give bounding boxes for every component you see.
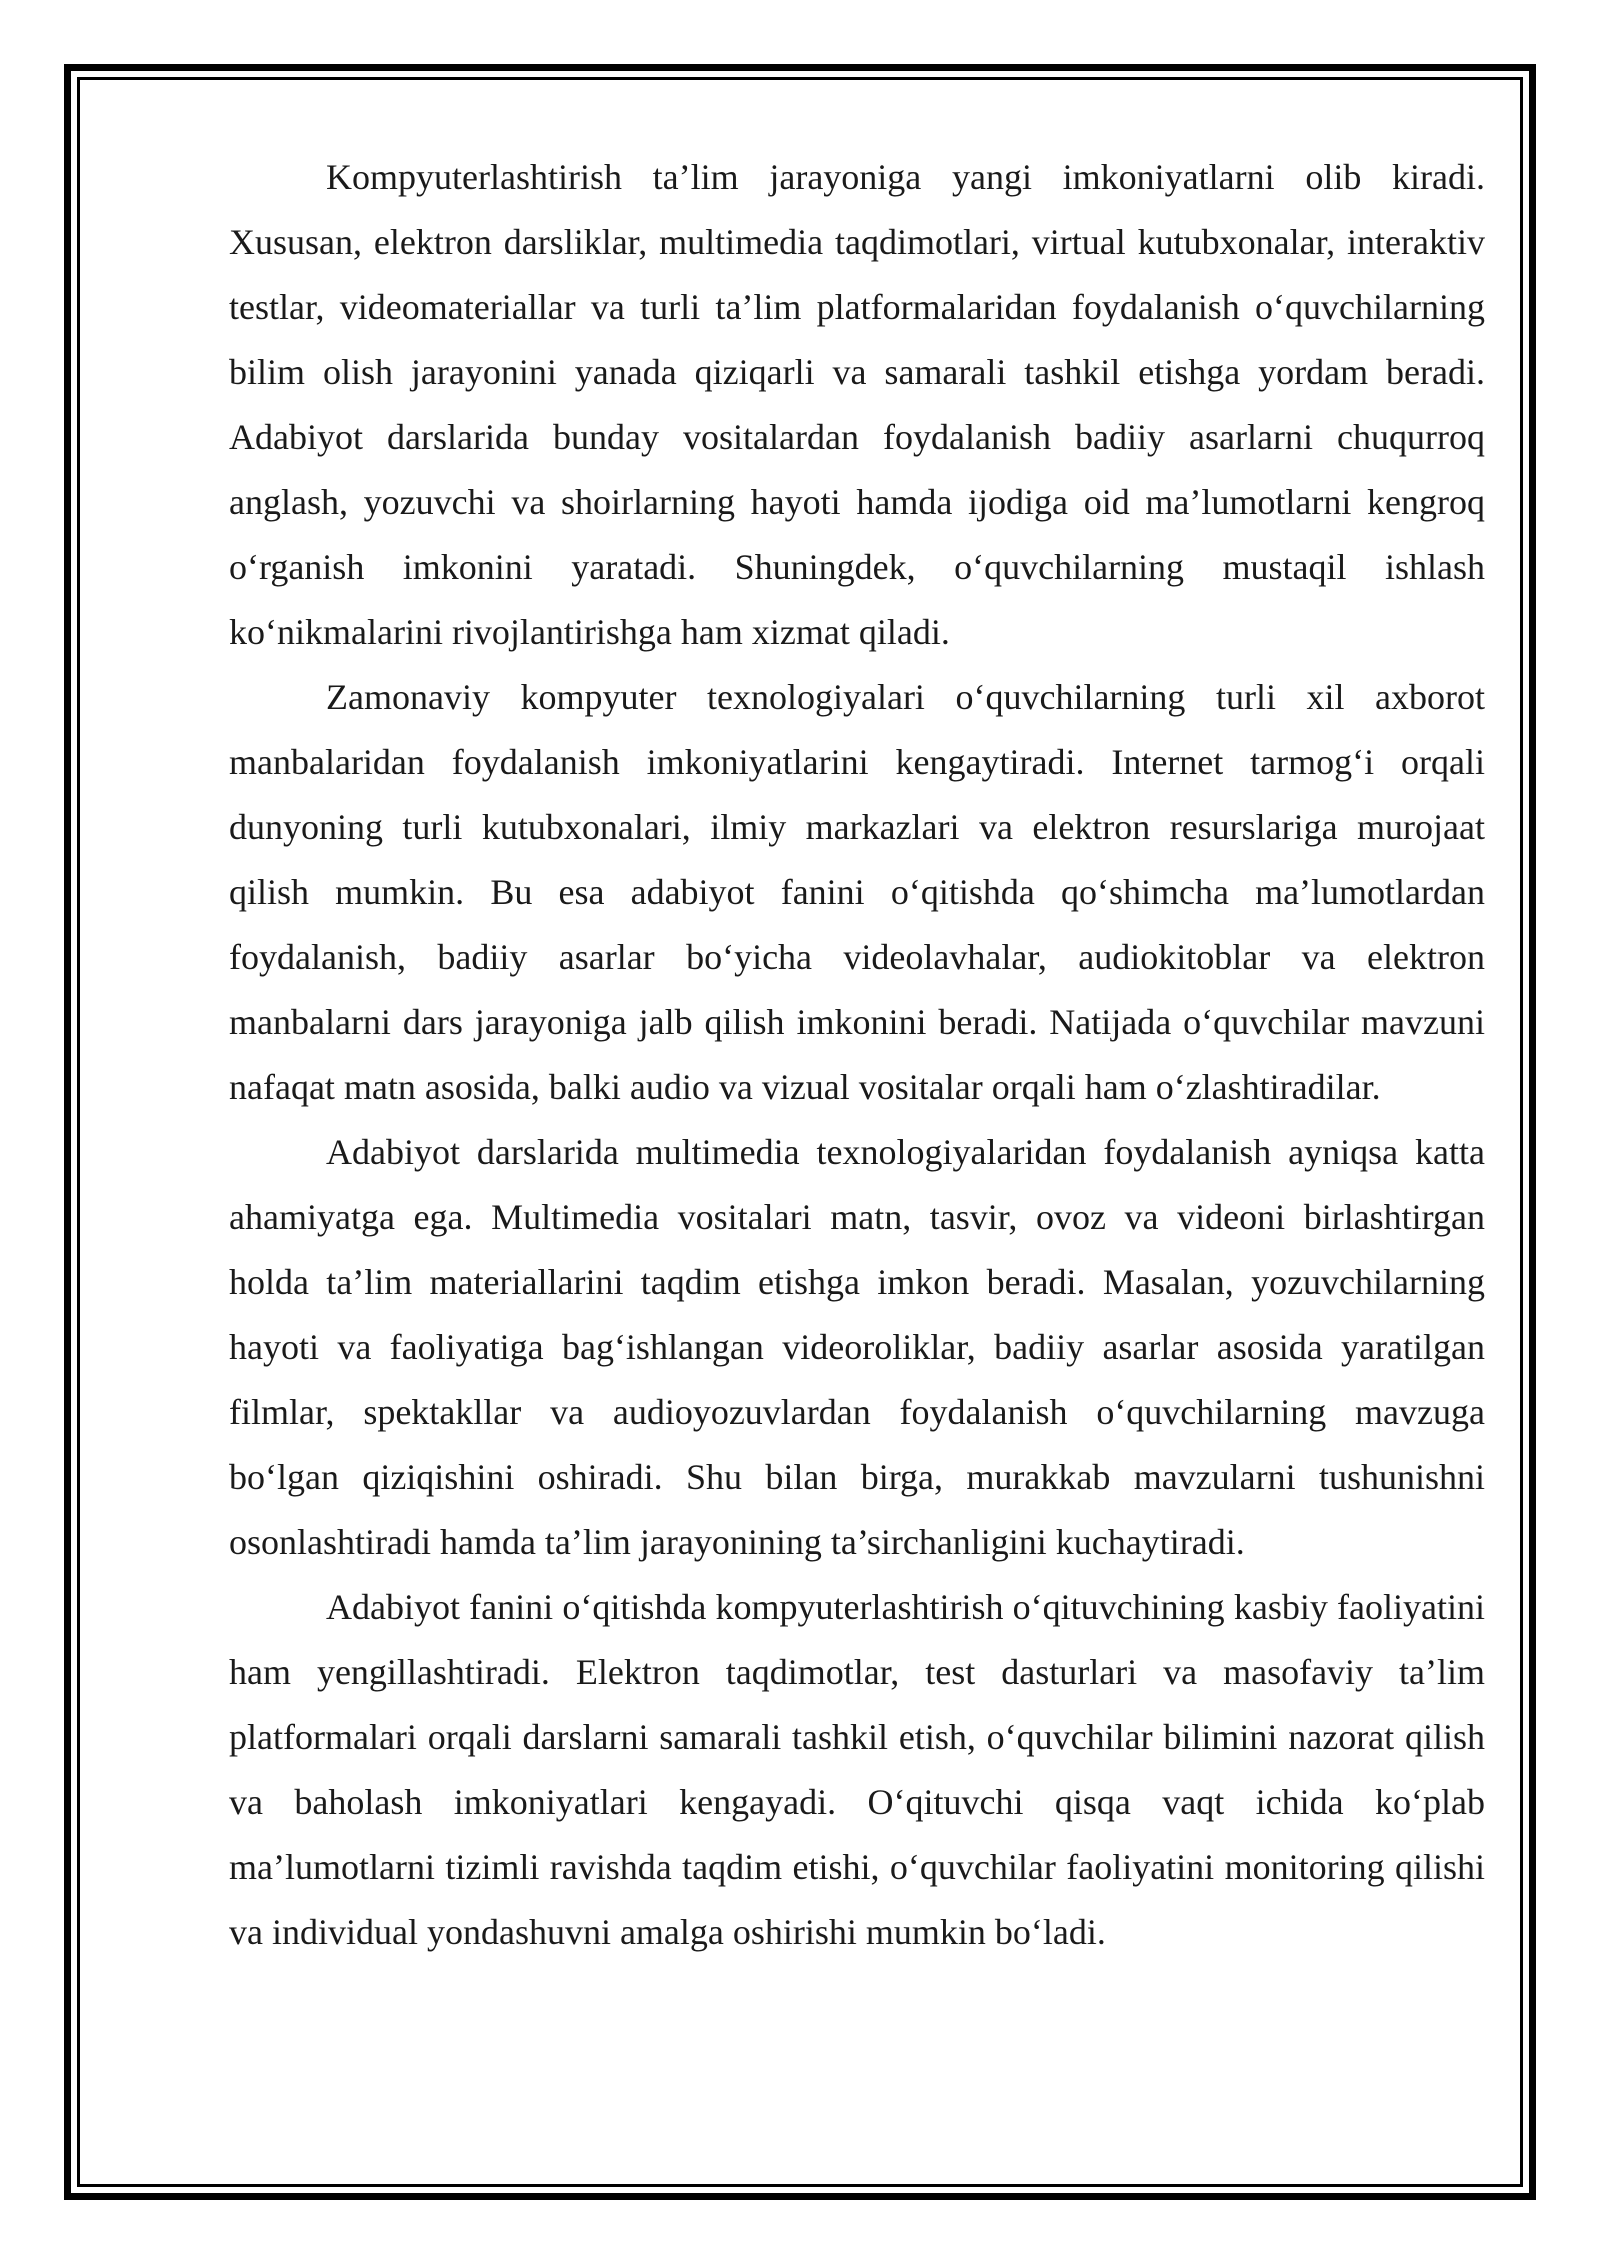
- paragraph-4: Adabiyot fanini o‘qitishda kompyuterlashtirish o‘qituvchining kasbiy faoliyatini ham yengillashtiradi. Elektron taqdimotlar, test dasturlari va masofaviy ta’lim platformalari orqali darslarni samarali tashkil etish, o‘quvchilar bilimini nazorat qilish va baholash imkoniyatlari kengayadi. O‘qituvchi qisqa vaqt ichida ko‘plab ma’lumotlarni tizimli ravishda taqdim etishi, o‘quvchilar faoliyatini monitoring qilishi va individual yondashuvni amalga oshirishi mumkin bo‘ladi.: [229, 1587, 1485, 1952]
- paragraph-2: Zamonaviy kompyuter texnologiyalari o‘quvchilarning turli xil axborot manbalaridan foydalanish imkoniyatlarini kengaytiradi. Internet tarmog‘i orqali dunyoning turli kutubxonalari, ilmiy markazlari va elektron resurslariga murojaat qilish mumkin. Bu esa adabiyot fanini o‘qitishda qo‘shimcha ma’lumotlardan foydalanish, badiiy asarlar bo‘yicha videolavhalar, audiokitoblar va elektron manbalarni dars jarayoniga jalb qilish imkonini beradi. Natijada o‘quvchilar mavzuni nafaqat matn asosida, balki audio va vizual vositalar orqali ham o‘zlashtiradilar.: [229, 677, 1485, 1107]
- paragraph-3: Adabiyot darslarida multimedia texnologiyalaridan foydalanish ayniqsa katta ahamiyatga ega. Multimedia vositalari matn, tasvir, ovoz va videoni birlashtirgan holda ta’lim materiallarini taqdim etishga imkon beradi. Masalan, yozuvchilarning hayoti va faoliyatiga bag‘ishlangan videoroliklar, badiiy asarlar asosida yaratilgan filmlar, spektakllar va audioyozuvlardan foydalanish o‘quvchilarning mavzuga bo‘lgan qiziqishini oshiradi. Shu bilan birga, murakkab mavzularni tushunishni osonlashtiradi hamda ta’lim jarayonining ta’sirchanligini kuchaytiradi.: [229, 1132, 1485, 1562]
- paragraph-1: Kompyuterlashtirish ta’lim jarayoniga yangi imkoniyatlarni olib kiradi. Xususan, elektron darsliklar, multimedia taqdimotlari, virtual kutubxonalar, interaktiv testlar, videomateriallar va turli ta’lim platformalaridan foydalanish o‘quvchilarning bilim olish jarayonini yanada qiziqarli va samarali tashkil etishga yordam beradi. Adabiyot darslarida bunday vositalardan foydalanish badiiy asarlarni chuqurroq anglash, yozuvchi va shoirlarning hayoti hamda ijodiga oid ma’lumotlarni kengroq o‘rganish imkonini yaratadi. Shuningdek, o‘quvchilarning mustaqil ishlash ko‘nikmalarini rivojlantirishga ham xizmat qiladi.: [229, 157, 1485, 652]
- document-body: [229, 145, 1485, 1965]
